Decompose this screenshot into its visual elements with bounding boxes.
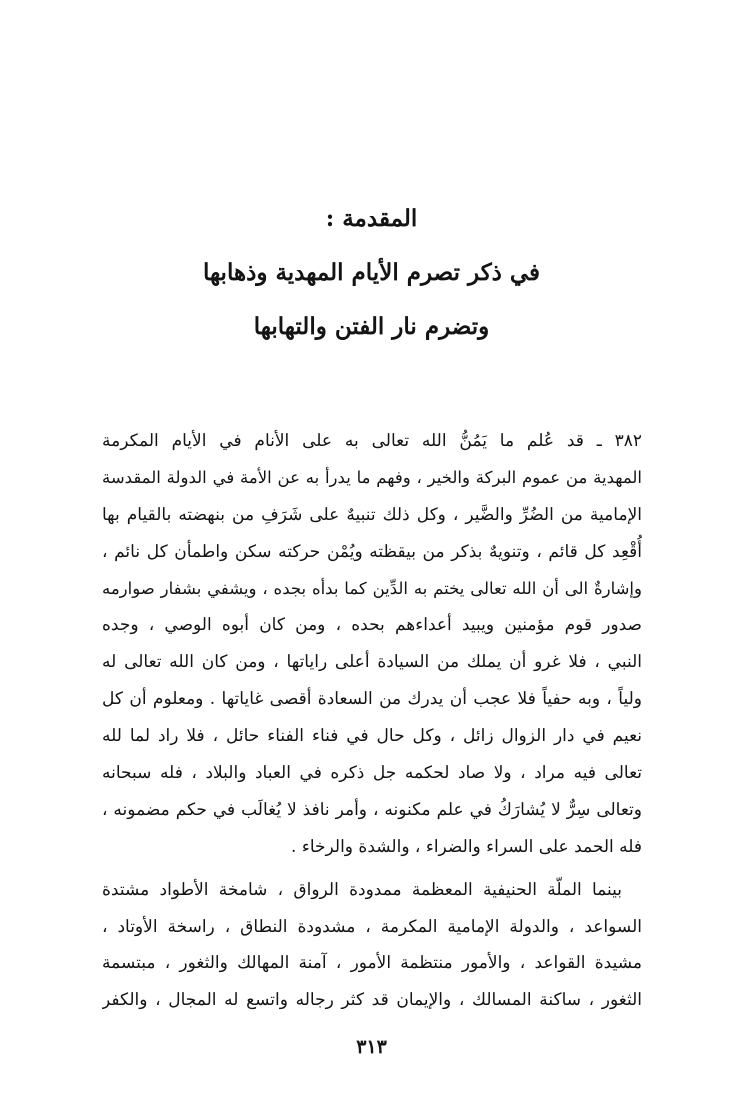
text-line: المهدية من عموم البركة والخير ، وفهم ما يدرأ به عن الأمة في الدولة المقدسة: [102, 467, 642, 487]
text-line: السواعد ، والدولة الإمامية المكرمة ، مشدودة النطاق ، راسخة الأوتاد ،: [102, 916, 642, 937]
body-text: [102, 423, 642, 1019]
text-line: بينما الملّة الحنيفية المعظمة ممدودة الرواق ، شامخة الأطواد مشتدة: [102, 879, 622, 900]
page-number: ٣١٣: [356, 1036, 387, 1058]
text-line: الإمامية من الضُرِّ والضَّير ، وكل ذلك تنبيهٌ على شَرَفِ من بنهضته بالقيام بها: [102, 504, 642, 525]
text-line: صدور قوم مؤمنين ويبيد أعداءهم بحده ، ومن كان أبوه الوصي ، وجده: [102, 615, 642, 636]
heading-line-1: المقدمة :: [325, 205, 418, 232]
paragraph-2: [102, 872, 642, 1020]
text-line: وتعالى سِرٌّ لا يُشارَكُ في علم مكنونه ، وأمر نافذ لا يُغالَب في حكم مضمونه ،: [102, 799, 642, 820]
text-line: نعيم في دار الزوال زائل ، وكل حال في فناء الفناء حائل ، فلا راد لما لله: [102, 726, 642, 747]
text-line: ٣٨٢ ـ قد عُلم ما يَمُنُّ الله تعالى به على الأنام في الأيام المكرمة: [102, 431, 642, 451]
text-line: ولياً ، وبه حفياً فلا عجب أن يدرك من السعادة أقصى غاياتها . ومعلوم أن كل: [102, 689, 642, 710]
text-line: تعالى فيه مراد ، ولا صاد لحكمه جل ذكره في العباد والبلاد ، فله سبحانه: [102, 763, 642, 784]
chapter-heading: [60, 192, 683, 354]
text-line: وإشارةٌ الى أن الله تعالى يختم به الدِّين كما بدأه بجده ، ويشفي بشفار صوارمه: [102, 578, 642, 598]
text-line: الثغور ، ساكنة المسالك ، والإيمان قد كثر رجاله واتسع له المجال ، والكفر: [102, 990, 642, 1011]
heading-line-3: وتضرم نار الفتن والتهابها: [253, 313, 490, 340]
paragraph-1: [102, 423, 642, 866]
text-line: أُقْعِد كل قائم ، وتنويهٌ بذكر من بيقظته ويُمْن حركته سكن واطمأن كل نائم ،: [102, 541, 642, 562]
text-line: فله الحمد على السراء والضراء ، والشدة والرخاء .: [291, 836, 642, 857]
text-line: مشيدة القواعد ، والأمور منتظمة الأمور ، آمنة المهالك والثغور ، مبتسمة: [102, 953, 642, 974]
heading-line-2: في ذكر تصرم الأيام المهدية وذهابها: [202, 259, 541, 286]
text-line: النبي ، فلا غرو أن يملك من السيادة أعلى راياتها ، ومن كان الله تعالى له: [102, 652, 642, 673]
